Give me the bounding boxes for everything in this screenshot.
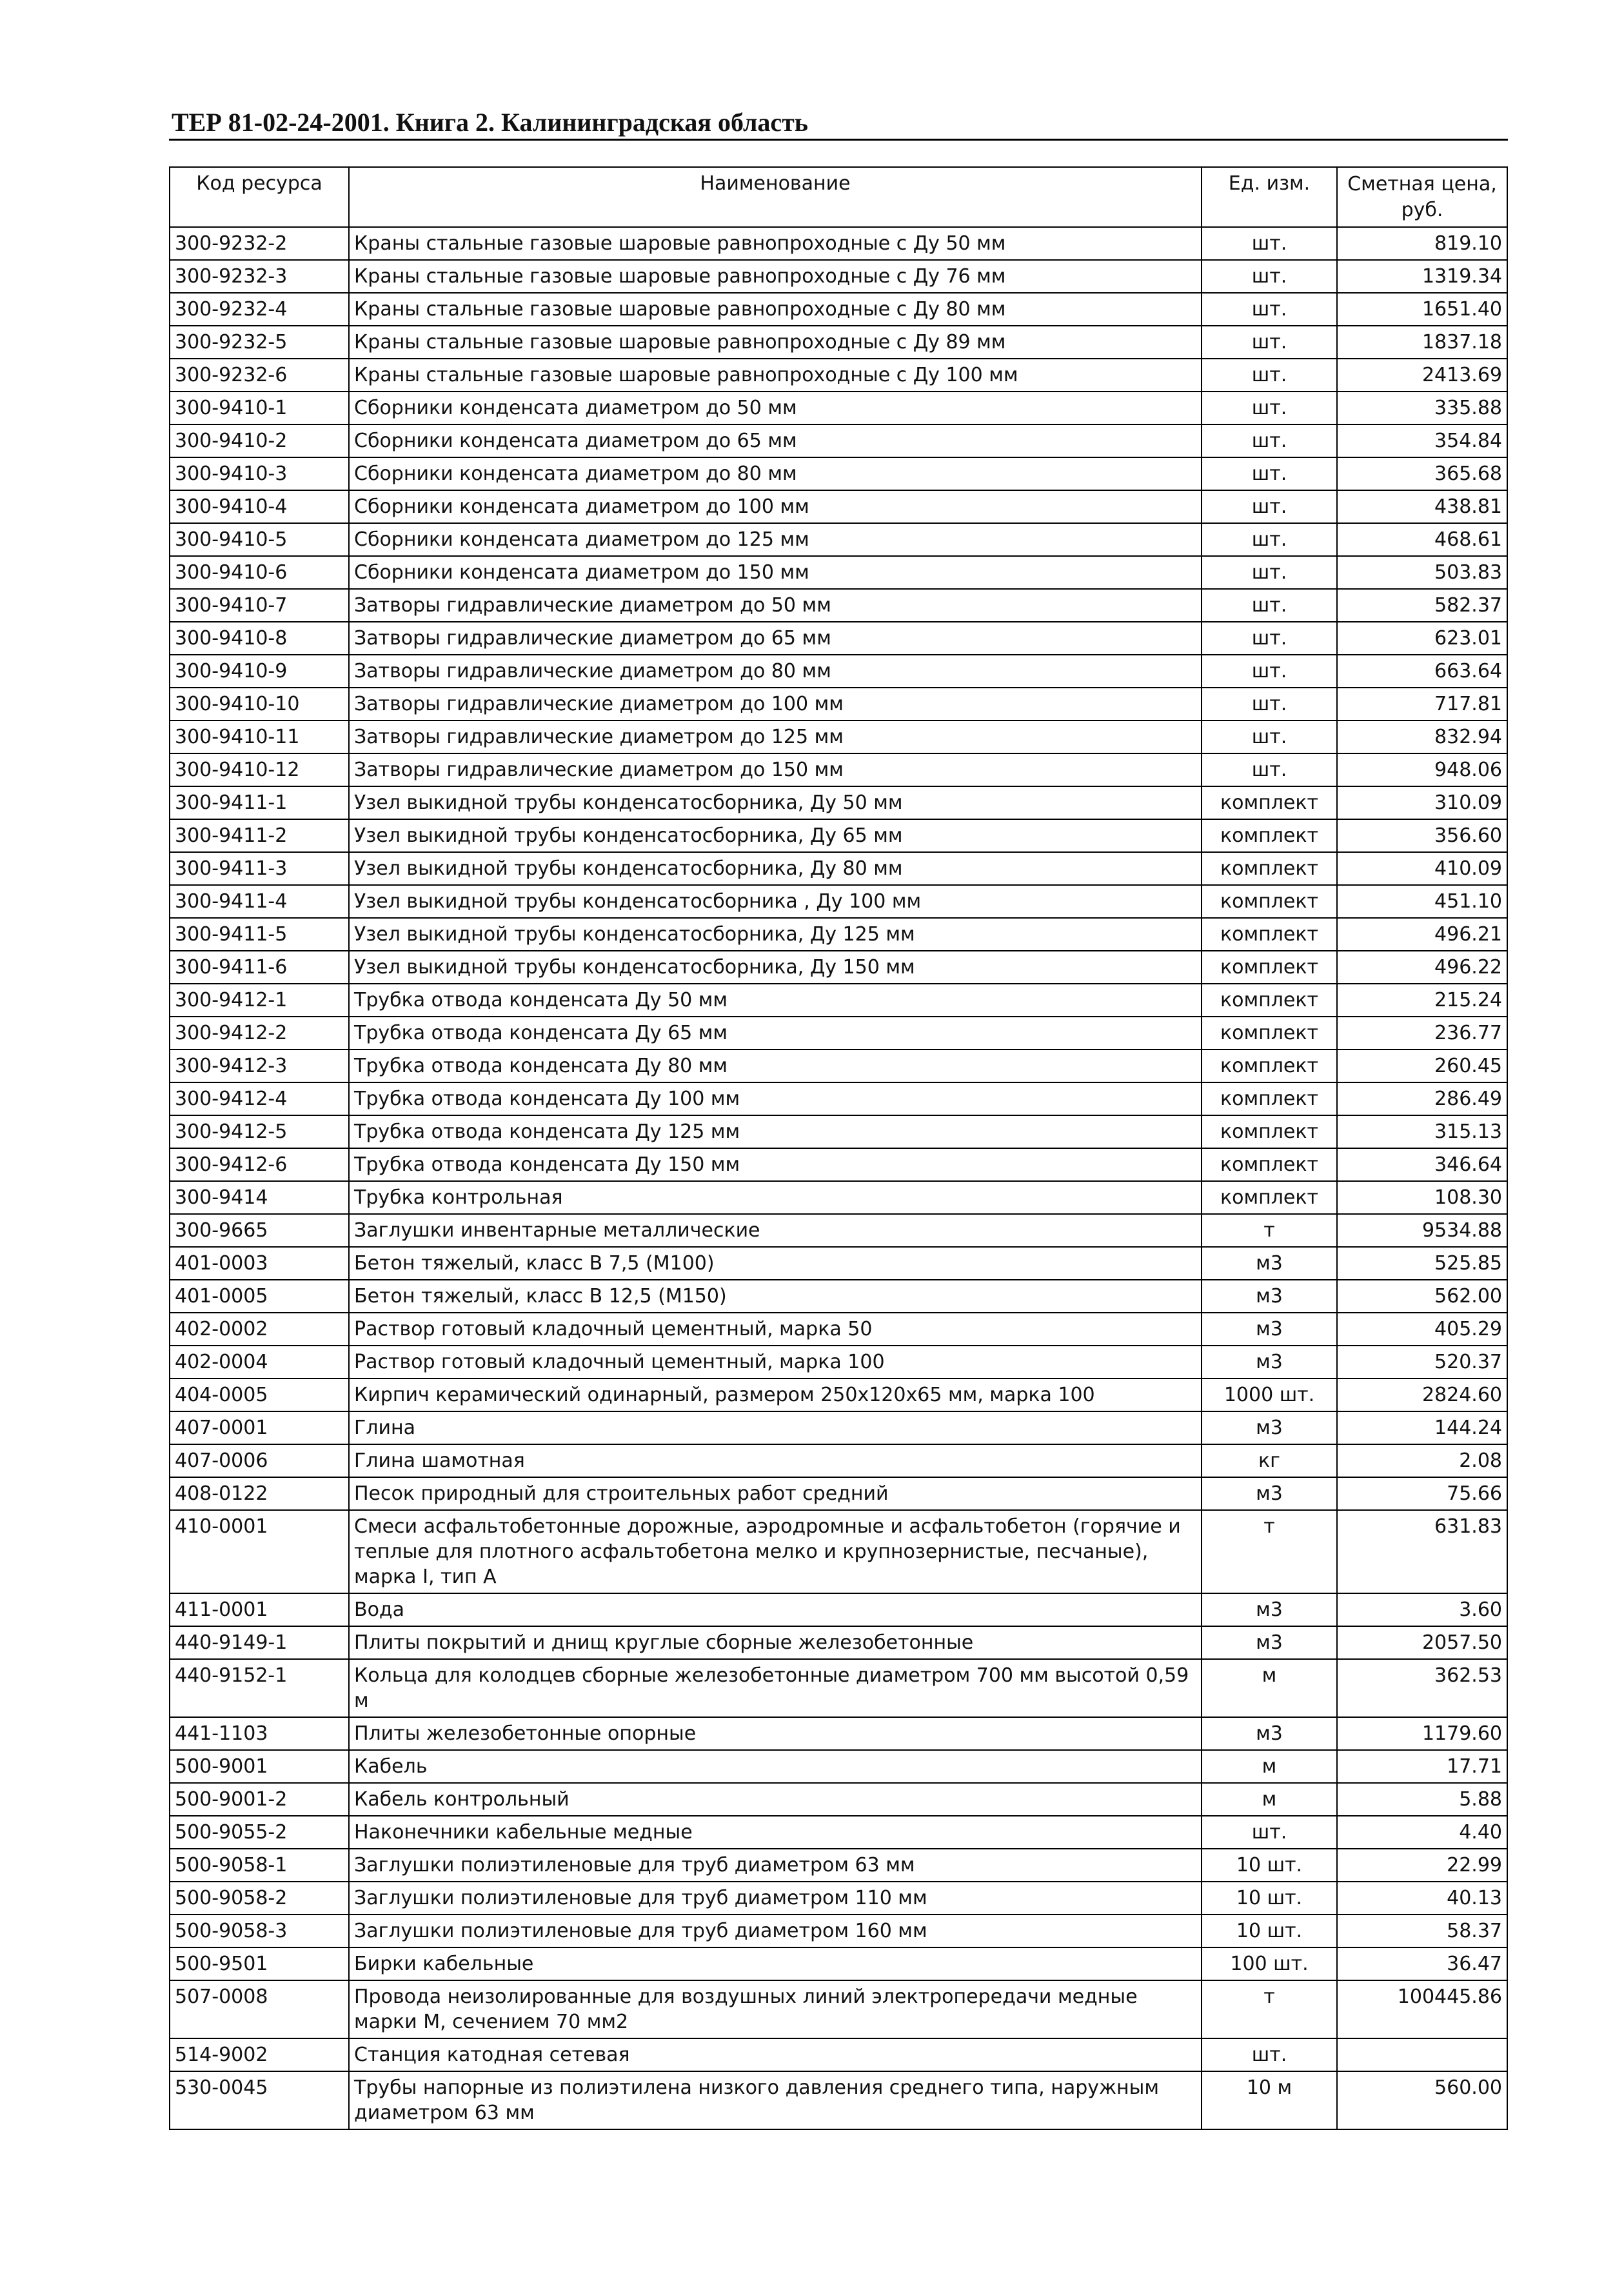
price-cell: 2824.60 <box>1337 1378 1507 1411</box>
unit-cell: шт. <box>1202 392 1337 424</box>
unit-cell: м3 <box>1202 1626 1337 1659</box>
resource-name-cell: Провода неизолированные для воздушных линий электропередачи медные марки М, сечением 70 мм2 <box>349 1980 1202 2038</box>
table-row <box>170 1915 1507 1947</box>
price-cell: 100445.86 <box>1337 1980 1507 2038</box>
resource-code-cell: 300-9414 <box>170 1181 349 1214</box>
resource-code-cell: 401-0005 <box>170 1280 349 1313</box>
resource-name-cell: Трубка отвода конденсата Ду 100 мм <box>349 1082 1202 1115</box>
table-row <box>170 1444 1507 1477</box>
table-row <box>170 1181 1507 1214</box>
resource-code-cell: 300-9410-9 <box>170 655 349 688</box>
resource-name-cell: Кабель <box>349 1750 1202 1783</box>
column-header-unit: Ед. изм. <box>1202 167 1337 227</box>
resource-code-cell: 507-0008 <box>170 1980 349 2038</box>
unit-cell: комплект <box>1202 1050 1337 1082</box>
column-header-code: Код ресурса <box>170 167 349 227</box>
resource-code-cell: 407-0001 <box>170 1411 349 1444</box>
resource-name-cell: Плиты железобетонные опорные <box>349 1717 1202 1750</box>
resource-name-cell: Сборники конденсата диаметром до 50 мм <box>349 392 1202 424</box>
unit-cell: шт. <box>1202 2038 1337 2071</box>
price-cell: 560.00 <box>1337 2071 1507 2129</box>
resource-name-cell: Краны стальные газовые шаровые равнопроходные с Ду 89 мм <box>349 326 1202 359</box>
resource-name-cell: Затворы гидравлические диаметром до 150 мм <box>349 753 1202 786</box>
table-row <box>170 753 1507 786</box>
unit-cell: 10 шт. <box>1202 1849 1337 1882</box>
unit-cell: шт. <box>1202 655 1337 688</box>
unit-cell: комплект <box>1202 1148 1337 1181</box>
unit-cell: т <box>1202 1980 1337 2038</box>
resource-name-cell: Глина <box>349 1411 1202 1444</box>
table-row <box>170 490 1507 523</box>
resource-name-cell: Смеси асфальтобетонные дорожные, аэродромные и асфальтобетон (горячие и теплые для плотного асфальтобетона мелко и крупнозернистые, песчаные), марка I, тип А <box>349 1510 1202 1593</box>
price-cell: 663.64 <box>1337 655 1507 688</box>
resource-code-cell: 500-9058-3 <box>170 1915 349 1947</box>
price-cell: 58.37 <box>1337 1915 1507 1947</box>
unit-cell: м <box>1202 1783 1337 1816</box>
unit-cell: шт. <box>1202 293 1337 326</box>
resource-code-cell: 300-9665 <box>170 1214 349 1247</box>
resource-code-cell: 300-9410-7 <box>170 589 349 622</box>
unit-cell: 10 м <box>1202 2071 1337 2129</box>
resource-name-cell: Плиты покрытий и днищ круглые сборные железобетонные <box>349 1626 1202 1659</box>
resource-name-cell: Заглушки полиэтиленовые для труб диаметром 63 мм <box>349 1849 1202 1882</box>
resource-code-cell: 300-9412-4 <box>170 1082 349 1115</box>
resource-code-cell: 500-9001-2 <box>170 1783 349 1816</box>
resource-code-cell: 300-9412-1 <box>170 984 349 1017</box>
price-cell: 5.88 <box>1337 1783 1507 1816</box>
resource-code-cell: 411-0001 <box>170 1593 349 1626</box>
unit-cell: шт. <box>1202 359 1337 392</box>
unit-cell: 10 шт. <box>1202 1882 1337 1915</box>
price-cell: 9534.88 <box>1337 1214 1507 1247</box>
table-row <box>170 457 1507 490</box>
table-row <box>170 885 1507 918</box>
price-cell: 496.21 <box>1337 918 1507 951</box>
resource-name-cell: Раствор готовый кладочный цементный, марка 50 <box>349 1313 1202 1346</box>
resource-name-cell: Кольца для колодцев сборные железобетонные диаметром 700 мм высотой 0,59 м <box>349 1659 1202 1717</box>
resource-name-cell: Трубка контрольная <box>349 1181 1202 1214</box>
unit-cell: комплект <box>1202 852 1337 885</box>
resource-name-cell: Бетон тяжелый, класс В 12,5 (М150) <box>349 1280 1202 1313</box>
price-cell: 236.77 <box>1337 1017 1507 1050</box>
resource-name-cell: Вода <box>349 1593 1202 1626</box>
resource-code-cell: 530-0045 <box>170 2071 349 2129</box>
resource-name-cell: Станция катодная сетевая <box>349 2038 1202 2071</box>
table-row <box>170 1626 1507 1659</box>
resource-code-cell: 300-9410-5 <box>170 523 349 556</box>
table-row <box>170 1411 1507 1444</box>
resource-code-cell: 404-0005 <box>170 1378 349 1411</box>
table-row <box>170 392 1507 424</box>
resource-code-cell: 300-9410-4 <box>170 490 349 523</box>
table-row <box>170 786 1507 819</box>
table-row <box>170 1816 1507 1849</box>
table-row <box>170 359 1507 392</box>
resource-code-cell: 440-9152-1 <box>170 1659 349 1717</box>
price-cell: 310.09 <box>1337 786 1507 819</box>
resource-code-cell: 500-9058-1 <box>170 1849 349 1882</box>
resource-code-cell: 500-9058-2 <box>170 1882 349 1915</box>
table-row <box>170 819 1507 852</box>
table-row <box>170 1346 1507 1378</box>
unit-cell: комплект <box>1202 1115 1337 1148</box>
price-cell: 832.94 <box>1337 721 1507 753</box>
resource-code-cell: 300-9412-2 <box>170 1017 349 1050</box>
price-cell: 356.60 <box>1337 819 1507 852</box>
unit-cell: комплект <box>1202 786 1337 819</box>
price-cell: 346.64 <box>1337 1148 1507 1181</box>
table-row <box>170 1148 1507 1181</box>
price-cell: 717.81 <box>1337 688 1507 721</box>
unit-cell: шт. <box>1202 688 1337 721</box>
resource-code-cell: 300-9232-5 <box>170 326 349 359</box>
resource-name-cell: Заглушки инвентарные металлические <box>349 1214 1202 1247</box>
price-cell <box>1337 2038 1507 2071</box>
resource-name-cell: Трубка отвода конденсата Ду 50 мм <box>349 984 1202 1017</box>
resource-code-cell: 300-9411-2 <box>170 819 349 852</box>
table-row <box>170 293 1507 326</box>
resource-name-cell: Песок природный для строительных работ средний <box>349 1477 1202 1510</box>
resource-name-cell: Затворы гидравлические диаметром до 80 мм <box>349 655 1202 688</box>
price-cell: 215.24 <box>1337 984 1507 1017</box>
price-cell: 496.22 <box>1337 951 1507 984</box>
resource-code-cell: 300-9410-1 <box>170 392 349 424</box>
unit-cell: м3 <box>1202 1247 1337 1280</box>
resource-name-cell: Трубка отвода конденсата Ду 65 мм <box>349 1017 1202 1050</box>
column-header-name: Наименование <box>349 167 1202 227</box>
resource-code-cell: 300-9410-12 <box>170 753 349 786</box>
table-row <box>170 1477 1507 1510</box>
resource-code-cell: 300-9412-6 <box>170 1148 349 1181</box>
resource-name-cell: Кирпич керамический одинарный, размером 250х120х65 мм, марка 100 <box>349 1378 1202 1411</box>
resource-name-cell: Краны стальные газовые шаровые равнопроходные с Ду 50 мм <box>349 227 1202 260</box>
table-row <box>170 951 1507 984</box>
price-cell: 410.09 <box>1337 852 1507 885</box>
resource-code-cell: 300-9412-5 <box>170 1115 349 1148</box>
price-cell: 520.37 <box>1337 1346 1507 1378</box>
resource-name-cell: Сборники конденсата диаметром до 80 мм <box>349 457 1202 490</box>
unit-cell: шт. <box>1202 589 1337 622</box>
unit-cell: шт. <box>1202 490 1337 523</box>
resource-name-cell: Сборники конденсата диаметром до 125 мм <box>349 523 1202 556</box>
unit-cell: 100 шт. <box>1202 1947 1337 1980</box>
table-row <box>170 1050 1507 1082</box>
header-rule <box>169 139 1508 141</box>
unit-cell: м3 <box>1202 1313 1337 1346</box>
resource-name-cell: Трубка отвода конденсата Ду 150 мм <box>349 1148 1202 1181</box>
resource-name-cell: Узел выкидной трубы конденсатосборника, Ду 50 мм <box>349 786 1202 819</box>
unit-cell: комплект <box>1202 1017 1337 1050</box>
resource-name-cell: Узел выкидной трубы конденсатосборника , Ду 100 мм <box>349 885 1202 918</box>
unit-cell: шт. <box>1202 227 1337 260</box>
resource-code-cell: 514-9002 <box>170 2038 349 2071</box>
table-row <box>170 1659 1507 1717</box>
unit-cell: шт. <box>1202 1816 1337 1849</box>
resource-code-cell: 300-9232-6 <box>170 359 349 392</box>
price-cell: 948.06 <box>1337 753 1507 786</box>
table-header-row <box>170 167 1507 227</box>
price-cell: 1179.60 <box>1337 1717 1507 1750</box>
price-cell: 365.68 <box>1337 457 1507 490</box>
unit-cell: кг <box>1202 1444 1337 1477</box>
unit-cell: шт. <box>1202 260 1337 293</box>
resource-name-cell: Узел выкидной трубы конденсатосборника, Ду 65 мм <box>349 819 1202 852</box>
price-cell: 22.99 <box>1337 1849 1507 1882</box>
price-cell: 315.13 <box>1337 1115 1507 1148</box>
resource-name-cell: Затворы гидравлические диаметром до 125 мм <box>349 721 1202 753</box>
table-row <box>170 1115 1507 1148</box>
resource-name-cell: Сборники конденсата диаметром до 150 мм <box>349 556 1202 589</box>
table-row <box>170 688 1507 721</box>
resource-code-cell: 441-1103 <box>170 1717 349 1750</box>
resource-name-cell: Раствор готовый кладочный цементный, марка 100 <box>349 1346 1202 1378</box>
table-row <box>170 655 1507 688</box>
resource-code-cell: 300-9411-1 <box>170 786 349 819</box>
price-cell: 286.49 <box>1337 1082 1507 1115</box>
price-table <box>169 166 1508 2130</box>
price-cell: 17.71 <box>1337 1750 1507 1783</box>
unit-cell: шт. <box>1202 753 1337 786</box>
table-row <box>170 1214 1507 1247</box>
resource-code-cell: 300-9410-2 <box>170 424 349 457</box>
table-row <box>170 918 1507 951</box>
resource-code-cell: 401-0003 <box>170 1247 349 1280</box>
table-row <box>170 622 1507 655</box>
price-cell: 40.13 <box>1337 1882 1507 1915</box>
resource-code-cell: 440-9149-1 <box>170 1626 349 1659</box>
price-cell: 362.53 <box>1337 1659 1507 1717</box>
table-row <box>170 2038 1507 2071</box>
unit-cell: комплект <box>1202 951 1337 984</box>
table-row <box>170 1980 1507 2038</box>
resource-code-cell: 300-9232-2 <box>170 227 349 260</box>
resource-code-cell: 402-0004 <box>170 1346 349 1378</box>
price-cell: 2057.50 <box>1337 1626 1507 1659</box>
price-cell: 1319.34 <box>1337 260 1507 293</box>
resource-name-cell: Затворы гидравлические диаметром до 65 мм <box>349 622 1202 655</box>
resource-name-cell: Кабель контрольный <box>349 1783 1202 1816</box>
table-row <box>170 589 1507 622</box>
unit-cell: комплект <box>1202 918 1337 951</box>
price-cell: 451.10 <box>1337 885 1507 918</box>
resource-name-cell: Узел выкидной трубы конденсатосборника, Ду 80 мм <box>349 852 1202 885</box>
table-row <box>170 1082 1507 1115</box>
unit-cell: комплект <box>1202 984 1337 1017</box>
table-body <box>170 227 1507 2129</box>
resource-code-cell: 300-9410-8 <box>170 622 349 655</box>
unit-cell: комплект <box>1202 885 1337 918</box>
unit-cell: т <box>1202 1214 1337 1247</box>
table-row <box>170 1783 1507 1816</box>
resource-code-cell: 300-9410-11 <box>170 721 349 753</box>
table-row <box>170 1017 1507 1050</box>
price-cell: 1837.18 <box>1337 326 1507 359</box>
unit-cell: м3 <box>1202 1280 1337 1313</box>
resource-code-cell: 500-9055-2 <box>170 1816 349 1849</box>
unit-cell: комплект <box>1202 819 1337 852</box>
unit-cell: комплект <box>1202 1181 1337 1214</box>
resource-code-cell: 300-9412-3 <box>170 1050 349 1082</box>
resource-name-cell: Краны стальные газовые шаровые равнопроходные с Ду 100 мм <box>349 359 1202 392</box>
resource-name-cell: Сборники конденсата диаметром до 65 мм <box>349 424 1202 457</box>
unit-cell: м3 <box>1202 1477 1337 1510</box>
table-row <box>170 1717 1507 1750</box>
price-cell: 525.85 <box>1337 1247 1507 1280</box>
table-row <box>170 260 1507 293</box>
unit-cell: шт. <box>1202 721 1337 753</box>
resource-code-cell: 300-9411-5 <box>170 918 349 951</box>
resource-code-cell: 300-9411-4 <box>170 885 349 918</box>
resource-code-cell: 300-9410-6 <box>170 556 349 589</box>
price-cell: 36.47 <box>1337 1947 1507 1980</box>
table-row <box>170 556 1507 589</box>
price-cell: 335.88 <box>1337 392 1507 424</box>
unit-cell: шт. <box>1202 556 1337 589</box>
table-row <box>170 721 1507 753</box>
table-row <box>170 227 1507 260</box>
table-row <box>170 2071 1507 2129</box>
table-row <box>170 523 1507 556</box>
unit-cell: комплект <box>1202 1082 1337 1115</box>
resource-name-cell: Трубка отвода конденсата Ду 125 мм <box>349 1115 1202 1148</box>
price-cell: 2.08 <box>1337 1444 1507 1477</box>
unit-cell: м3 <box>1202 1593 1337 1626</box>
table-row <box>170 1593 1507 1626</box>
unit-cell: шт. <box>1202 457 1337 490</box>
resource-name-cell: Заглушки полиэтиленовые для труб диаметром 160 мм <box>349 1915 1202 1947</box>
table-row <box>170 1280 1507 1313</box>
unit-cell: м <box>1202 1750 1337 1783</box>
resource-name-cell: Затворы гидравлические диаметром до 100 мм <box>349 688 1202 721</box>
resource-name-cell: Узел выкидной трубы конденсатосборника, Ду 150 мм <box>349 951 1202 984</box>
resource-code-cell: 300-9410-3 <box>170 457 349 490</box>
price-cell: 4.40 <box>1337 1816 1507 1849</box>
unit-cell: т <box>1202 1510 1337 1593</box>
resource-name-cell: Краны стальные газовые шаровые равнопроходные с Ду 76 мм <box>349 260 1202 293</box>
unit-cell: шт. <box>1202 424 1337 457</box>
resource-code-cell: 500-9501 <box>170 1947 349 1980</box>
price-cell: 631.83 <box>1337 1510 1507 1593</box>
price-cell: 260.45 <box>1337 1050 1507 1082</box>
price-cell: 623.01 <box>1337 622 1507 655</box>
price-cell: 438.81 <box>1337 490 1507 523</box>
table-row <box>170 1247 1507 1280</box>
unit-cell: 1000 шт. <box>1202 1378 1337 1411</box>
resource-code-cell: 300-9411-3 <box>170 852 349 885</box>
unit-cell: м <box>1202 1659 1337 1717</box>
table-row <box>170 1882 1507 1915</box>
price-cell: 75.66 <box>1337 1477 1507 1510</box>
resource-code-cell: 402-0002 <box>170 1313 349 1346</box>
table-row <box>170 1510 1507 1593</box>
table-row <box>170 1947 1507 1980</box>
price-cell: 405.29 <box>1337 1313 1507 1346</box>
resource-code-cell: 500-9001 <box>170 1750 349 1783</box>
resource-code-cell: 300-9411-6 <box>170 951 349 984</box>
price-cell: 108.30 <box>1337 1181 1507 1214</box>
resource-name-cell: Сборники конденсата диаметром до 100 мм <box>349 490 1202 523</box>
price-cell: 354.84 <box>1337 424 1507 457</box>
column-header-price: Сметная цена, руб. <box>1337 167 1507 227</box>
unit-cell: м3 <box>1202 1717 1337 1750</box>
resource-code-cell: 408-0122 <box>170 1477 349 1510</box>
unit-cell: 10 шт. <box>1202 1915 1337 1947</box>
resource-name-cell: Заглушки полиэтиленовые для труб диаметром 110 мм <box>349 1882 1202 1915</box>
page-title: ТЕР 81-02-24-2001. Книга 2. Калининградская область <box>172 108 808 137</box>
resource-code-cell: 300-9410-10 <box>170 688 349 721</box>
price-cell: 562.00 <box>1337 1280 1507 1313</box>
resource-name-cell: Узел выкидной трубы конденсатосборника, Ду 125 мм <box>349 918 1202 951</box>
resource-name-cell: Краны стальные газовые шаровые равнопроходные с Ду 80 мм <box>349 293 1202 326</box>
table-row <box>170 1849 1507 1882</box>
resource-name-cell: Трубы напорные из полиэтилена низкого давления среднего типа, наружным диаметром 63 мм <box>349 2071 1202 2129</box>
resource-code-cell: 407-0006 <box>170 1444 349 1477</box>
table-row <box>170 424 1507 457</box>
unit-cell: шт. <box>1202 622 1337 655</box>
price-cell: 468.61 <box>1337 523 1507 556</box>
price-cell: 2413.69 <box>1337 359 1507 392</box>
unit-cell: шт. <box>1202 523 1337 556</box>
resource-name-cell: Глина шамотная <box>349 1444 1202 1477</box>
table-row <box>170 852 1507 885</box>
unit-cell: м3 <box>1202 1411 1337 1444</box>
resource-code-cell: 410-0001 <box>170 1510 349 1593</box>
resource-name-cell: Затворы гидравлические диаметром до 50 мм <box>349 589 1202 622</box>
table-row <box>170 1378 1507 1411</box>
resource-name-cell: Трубка отвода конденсата Ду 80 мм <box>349 1050 1202 1082</box>
resource-code-cell: 300-9232-3 <box>170 260 349 293</box>
price-cell: 144.24 <box>1337 1411 1507 1444</box>
unit-cell: м3 <box>1202 1346 1337 1378</box>
price-cell: 503.83 <box>1337 556 1507 589</box>
table-row <box>170 1313 1507 1346</box>
resource-name-cell: Бетон тяжелый, класс В 7,5 (М100) <box>349 1247 1202 1280</box>
resource-name-cell: Наконечники кабельные медные <box>349 1816 1202 1849</box>
price-cell: 3.60 <box>1337 1593 1507 1626</box>
resource-code-cell: 300-9232-4 <box>170 293 349 326</box>
price-cell: 582.37 <box>1337 589 1507 622</box>
resource-name-cell: Бирки кабельные <box>349 1947 1202 1980</box>
table-row <box>170 984 1507 1017</box>
unit-cell: шт. <box>1202 326 1337 359</box>
price-cell: 819.10 <box>1337 227 1507 260</box>
price-cell: 1651.40 <box>1337 293 1507 326</box>
table-row <box>170 326 1507 359</box>
table-row <box>170 1750 1507 1783</box>
